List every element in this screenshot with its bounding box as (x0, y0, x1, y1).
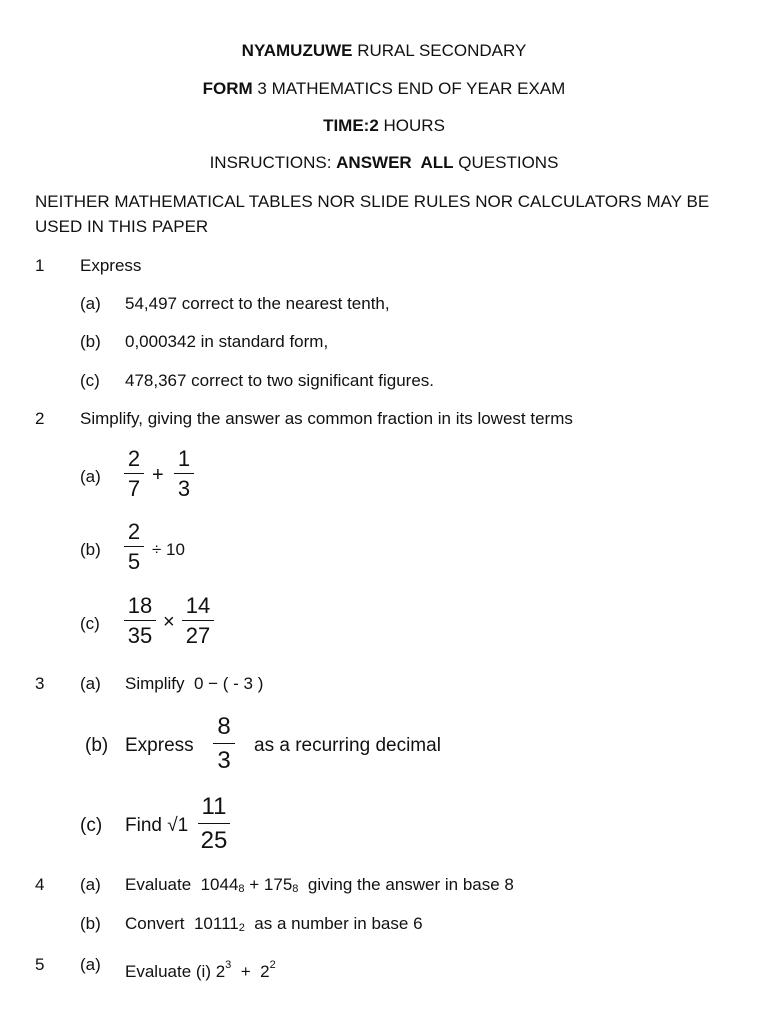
q2c-fraction-1 (124, 594, 156, 648)
q5a-exponent-2: 2 (269, 959, 276, 971)
q3b-fraction (213, 713, 235, 775)
q2a-label: (a) (80, 467, 101, 486)
q1b-text: 0,000342 in standard form, (125, 332, 329, 351)
q4-number: 4 (35, 875, 45, 894)
q2a-denominator-2: 3 (177, 476, 191, 501)
q2c-numerator-1: 18 (127, 593, 153, 618)
q2b-fraction (124, 520, 144, 574)
exam-time (0, 116, 768, 136)
q1a-label: (a) (80, 294, 101, 313)
q2b-operator: ÷ 10 (152, 540, 185, 559)
q3c-fraction (198, 793, 230, 855)
q4a-pre: Evaluate 1044 (125, 875, 239, 894)
q5a-text (125, 955, 276, 982)
q2-number: 2 (35, 409, 45, 428)
q5-number: 5 (35, 955, 45, 974)
q2a-fraction-2 (174, 447, 194, 501)
q1b-label: (b) (80, 332, 101, 351)
q4b-label: (b) (80, 914, 101, 933)
q1a-text: 54,497 correct to the nearest tenth, (125, 294, 390, 313)
q1-stem: Express (80, 256, 142, 275)
instructions-pre: INSRUCTIONS: (209, 153, 337, 172)
instructions-bold: ANSWER ALL (336, 153, 454, 172)
q4b-pre: Convert 10111 (125, 914, 239, 933)
q4a-label: (a) (80, 875, 101, 894)
q2c-label: (c) (80, 614, 100, 633)
q2c-numerator-2: 14 (185, 593, 211, 618)
q4a-post: giving the answer in base 8 (298, 875, 514, 894)
q5a-pre: Evaluate (i) 2 (125, 962, 226, 981)
q3c-label: (c) (80, 815, 103, 836)
q2a-operator: + (152, 464, 164, 486)
q4a-base-2: 8 (292, 883, 299, 895)
q2a-numerator-2: 1 (177, 446, 191, 471)
q3b-post: as a recurring decimal (254, 735, 441, 756)
q3b-pre: Express (125, 735, 194, 756)
q4a-base-1: 8 (238, 883, 245, 895)
q5a-exponent-1: 3 (225, 959, 232, 971)
q1-number: 1 (35, 256, 45, 275)
q4a-mid: + 175 (244, 875, 293, 894)
q5a-label: (a) (80, 955, 101, 974)
exam-title-rest: 3 MATHEMATICS END OF YEAR EXAM (252, 79, 566, 98)
instructions-post: QUESTIONS (453, 153, 559, 172)
q2c-denominator-1: 35 (127, 623, 153, 648)
q3-number: 3 (35, 674, 45, 693)
q2a-numerator-1: 2 (127, 446, 141, 471)
exam-time-bold: TIME:2 (323, 116, 379, 135)
q2c-operator: × (163, 611, 175, 633)
q3b-label: (b) (85, 735, 109, 756)
school-name-rest: RURAL SECONDARY (352, 41, 527, 60)
q2b-label: (b) (80, 540, 101, 559)
q5a-mid: + 2 (231, 962, 270, 981)
q3a-label: (a) (80, 674, 101, 693)
exam-title-bold: FORM (202, 79, 253, 98)
q1c-label: (c) (80, 371, 100, 390)
q2b-denominator: 5 (127, 549, 141, 574)
q2c-denominator-2: 27 (185, 623, 211, 648)
school-name (0, 41, 768, 61)
q3b-numerator: 8 (217, 713, 231, 740)
q4b-post: as a number in base 6 (244, 914, 423, 933)
q3c-numerator: 11 (201, 793, 227, 820)
instructions (0, 153, 768, 173)
q3a-text: Simplify 0 − ( - 3 ) (125, 674, 264, 693)
exam-time-rest: HOURS (378, 116, 445, 135)
exam-title (0, 79, 768, 99)
q3c-denominator: 25 (200, 827, 228, 854)
q2a-denominator-1: 7 (127, 476, 141, 501)
calculator-notice: NEITHER MATHEMATICAL TABLES NOR SLIDE RULES NOR CALCULATORS MAY BE USED IN THIS PAPER (35, 192, 710, 236)
q2c-fraction-2 (182, 594, 214, 648)
q2-stem: Simplify, giving the answer as common fraction in its lowest terms (80, 409, 573, 428)
q4a-text (125, 875, 514, 899)
q3c-pre: Find √1 (125, 815, 189, 836)
q2b-numerator: 2 (127, 519, 141, 544)
q4b-base: 2 (238, 922, 245, 934)
q2a-fraction-1 (124, 447, 144, 501)
school-name-bold: NYAMUZUWE (241, 41, 353, 60)
q3b-denominator: 3 (217, 747, 231, 774)
q1c-text: 478,367 correct to two significant figures. (125, 371, 434, 390)
q4b-text (125, 914, 423, 938)
